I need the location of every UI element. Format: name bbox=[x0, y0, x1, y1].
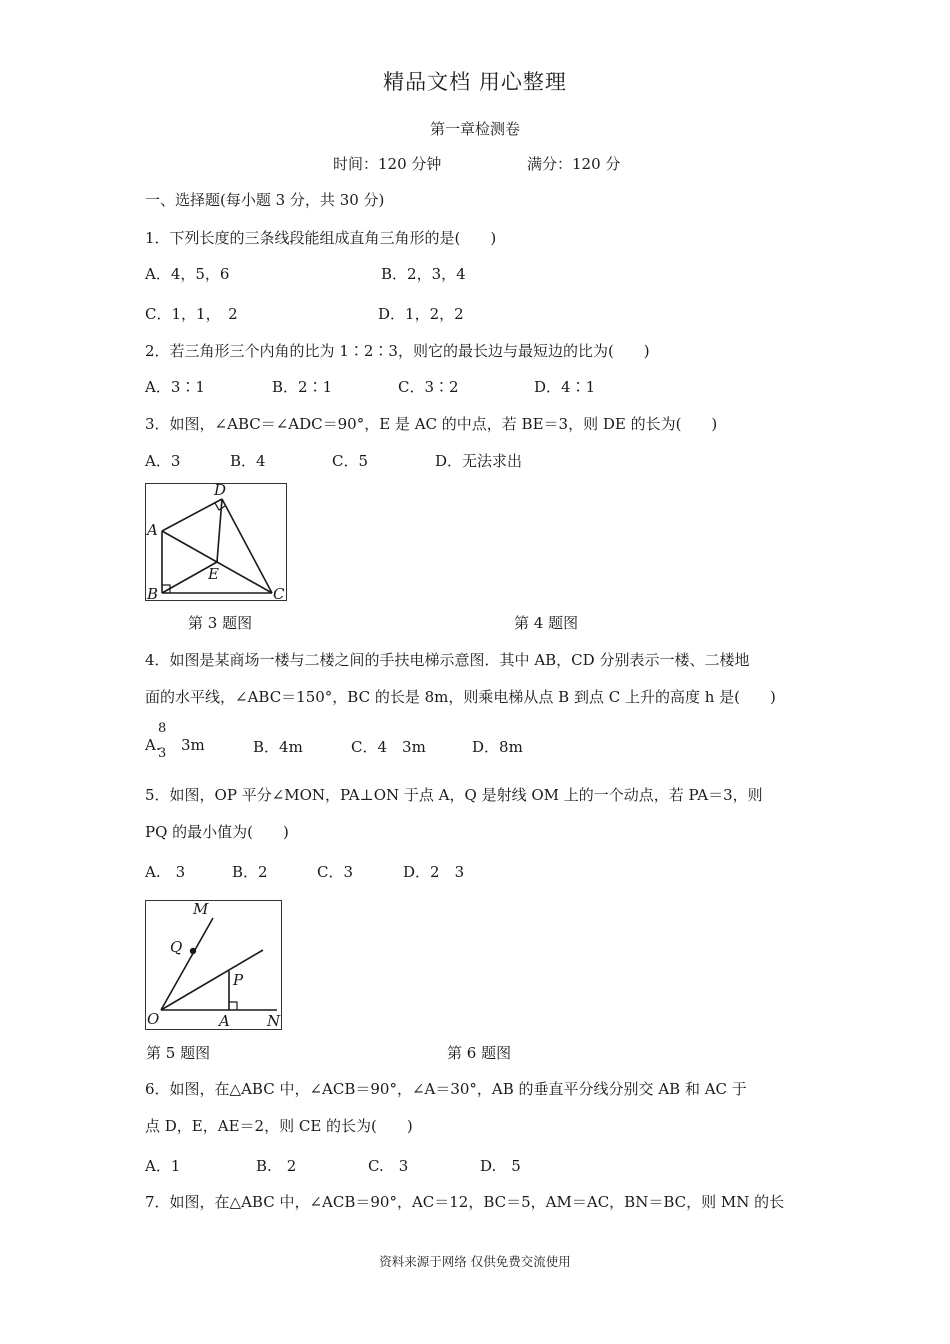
page-footer: 资料来源于网络 仅供免费交流使用 bbox=[379, 1254, 571, 1269]
q6-option-a: A．1 bbox=[145, 1157, 181, 1175]
ray-om bbox=[161, 918, 213, 1010]
page-header-title: 精品文档 用心整理 bbox=[383, 70, 567, 94]
q6-option-c: C. 3 bbox=[368, 1157, 409, 1175]
q4-option-d: D．8m bbox=[472, 738, 523, 756]
q2-option-c: C．3∶2 bbox=[398, 378, 459, 396]
exam-full-score: 满分：120 分 bbox=[527, 155, 621, 173]
q3-figure bbox=[145, 483, 287, 601]
point-q bbox=[190, 948, 196, 954]
q6-stem-line2: 点 D，E，AE＝2，则 CE 的长为( ) bbox=[145, 1117, 413, 1135]
q5-option-c: C．3 bbox=[317, 863, 354, 881]
label-m: M bbox=[193, 900, 209, 918]
q2-option-a: A．3∶1 bbox=[145, 378, 205, 396]
q2-option-b: B．2∶1 bbox=[272, 378, 333, 396]
q4-stem-line1: 4．如图是某商场一楼与二楼之间的手扶电梯示意图．其中 AB，CD 分别表示一楼、二楼地 bbox=[145, 651, 750, 669]
q4-option-a-numerator: 8 bbox=[158, 721, 167, 736]
q2-option-d: D．4∶1 bbox=[534, 378, 596, 396]
label-e: E bbox=[208, 565, 219, 583]
q6-stem-line1: 6．如图，在△ABC 中，∠ACB＝90°，∠A＝30°，AB 的垂直平分线分别交 AB 和 AC 于 bbox=[145, 1080, 747, 1098]
q5-option-a: A. 3 bbox=[145, 863, 186, 881]
q4-option-a-rest: 3m bbox=[181, 736, 205, 754]
q5-option-b: B．2 bbox=[232, 863, 268, 881]
label-n: N bbox=[267, 1012, 281, 1030]
segment-ad bbox=[162, 499, 222, 531]
q3-stem: 3．如图，∠ABC＝∠ADC＝90°，E 是 AC 的中点，若 BE＝3，则 DE 的长为( ) bbox=[145, 415, 718, 433]
q6-option-b: B. 2 bbox=[256, 1157, 297, 1175]
q4-option-a-denominator: 3 bbox=[158, 746, 167, 761]
q6-option-d: D. 5 bbox=[480, 1157, 521, 1175]
q5-option-d: D．2 3 bbox=[403, 863, 465, 881]
q4-stem-line2: 面的水平线，∠ABC＝150°，BC 的长是 8m，则乘电梯从点 B 到点 C 上升的高度 h 是( ) bbox=[145, 688, 776, 706]
q4-option-c: C．4 3m bbox=[351, 738, 426, 756]
label-b: B bbox=[147, 585, 159, 601]
caption-fig6: 第 6 题图 bbox=[447, 1044, 512, 1062]
q7-stem-line1: 7．如图，在△ABC 中，∠ACB＝90°，AC＝12，BC＝5，AM＝AC，BN＝BC，则 MN 的长 bbox=[145, 1193, 785, 1211]
section-heading: 一、选择题(每小题 3 分，共 30 分) bbox=[145, 191, 385, 209]
caption-fig5: 第 5 题图 bbox=[146, 1044, 211, 1062]
label-q: Q bbox=[170, 938, 183, 956]
q3-option-b: B．4 bbox=[230, 452, 266, 470]
q3-option-c: C．5 bbox=[332, 452, 369, 470]
exam-time: 时间：120 分钟 bbox=[333, 155, 442, 173]
right-angle-a bbox=[229, 1002, 237, 1010]
q4-option-a-prefix: A. bbox=[145, 736, 161, 754]
label-a: A bbox=[147, 521, 158, 539]
label-d: D bbox=[214, 483, 227, 499]
q4-option-b: B．4m bbox=[253, 738, 303, 756]
q2-stem: 2．若三角形三个内角的比为 1∶2∶3，则它的最长边与最短边的比为( ) bbox=[145, 342, 650, 360]
caption-fig4: 第 4 题图 bbox=[514, 614, 579, 632]
q3-option-a: A．3 bbox=[145, 452, 181, 470]
q3-option-d: D．无法求出 bbox=[435, 452, 523, 470]
chapter-title: 第一章检测卷 bbox=[429, 120, 520, 138]
label-c: C bbox=[273, 585, 285, 601]
label-p: P bbox=[233, 971, 244, 989]
right-angle-d bbox=[215, 503, 225, 510]
caption-fig3: 第 3 题图 bbox=[188, 614, 253, 632]
q1-option-d: D．1，2，2 bbox=[378, 305, 464, 323]
q1-option-b: B．2，3，4 bbox=[381, 265, 466, 283]
q1-option-c: C．1，1， 2 bbox=[145, 305, 238, 323]
q1-option-a: A．4，5，6 bbox=[145, 265, 230, 283]
q5-stem-line2: PQ 的最小值为( ) bbox=[145, 823, 289, 841]
ray-op bbox=[161, 950, 263, 1010]
label-o: O bbox=[147, 1010, 160, 1028]
label-a: A bbox=[219, 1012, 230, 1030]
q1-stem: 1．下列长度的三条线段能组成直角三角形的是( ) bbox=[145, 229, 497, 247]
q5-stem-line1: 5．如图，OP 平分∠MON，PA⊥ON 于点 A，Q 是射线 OM 上的一个动点，若 PA＝3，则 bbox=[145, 786, 763, 804]
q5-figure bbox=[145, 900, 282, 1030]
